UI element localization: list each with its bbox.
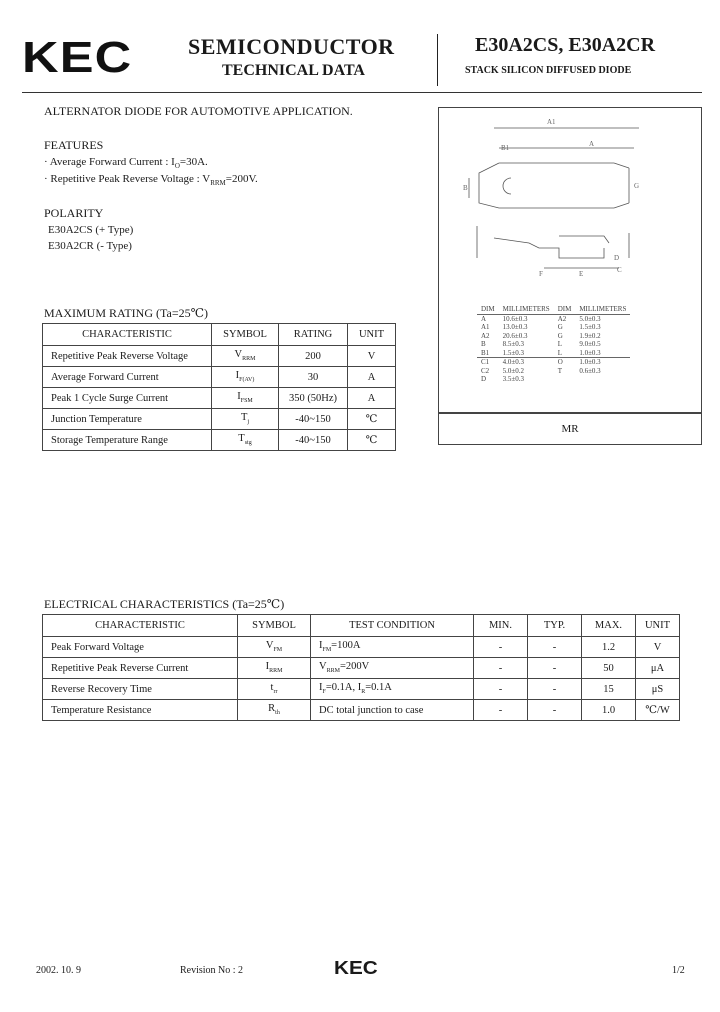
table-row: Repetitive Peak Reverse Voltage $V_{RRM}$ 200 V [43,346,396,367]
table-row: Average Forward Current $I_{F(AV)}$ 30 A [43,367,396,388]
dim-header: DIM [477,305,499,314]
column-header: TEST CONDITION [311,615,474,637]
features-heading: FEATURES [44,138,104,152]
column-header: SYMBOL [238,615,311,637]
polarity-item: E30A2CR (- Type) [48,240,132,252]
table-row: Peak 1 Cycle Surge Current $I_{FSM}$ 350 (50Hz) A [43,388,396,409]
feature-item: · Average Forward Current : $I_O=30A$. [44,156,208,171]
column-header: SYMBOL [212,324,279,346]
svg-text:A1: A1 [547,118,556,126]
footer-kec-logo: KEC [334,958,378,978]
dimension-header-row [477,305,630,314]
table-row: Repetitive Peak Reverse Current $I_{RRM}$ $V_{RRM}=200V$ - - 50 μA [43,658,680,679]
footer-revision: Revision No : 2 [180,965,244,976]
max-rating-title: MAXIMUM RATING (Ta=25℃) [44,306,209,320]
header-rule [22,92,702,93]
kec-logo: KEC [22,33,133,82]
column-header: MAX. [582,615,636,637]
header-divider [437,34,438,86]
table-row: Temperature Resistance $R_{th}$ DC total junction to case - - 1.0 ℃/W [43,700,680,721]
footer-date: 2002. 10. 9 [36,965,81,976]
column-header: RATING [279,324,348,346]
package-name-box: MR [438,413,702,445]
dimension-row: B1 1.5±0.3 L 1.0±0.3 [481,348,601,357]
dimension-row: C1 4.0±0.3 O 1.0±0.3 [477,358,630,367]
dimension-row: C2 5.0±0.2 T 0.6±0.3 [481,366,601,375]
svg-text:F: F [539,270,543,278]
table-row: Storage Temperature Range $T_{stg}$ -40~150 ℃ [43,430,396,451]
svg-text:G: G [634,182,640,190]
svg-text:C: C [617,266,622,274]
column-header: UNIT [348,324,396,346]
dimension-row: A2 20.6±0.3 G 1.9±0.2 [481,331,601,340]
dimension-table [477,305,630,384]
table-row: Junction Temperature $T_j$ -40~150 ℃ [43,409,396,430]
column-header: CHARACTERISTIC [43,615,238,637]
table-row: Peak Forward Voltage $V_{FM}$ $I_{FM}=100A$ - - 1.2 V [43,637,680,658]
table-header-row [43,324,396,346]
column-header: CHARACTERISTIC [43,324,212,346]
dimension-row: A1 13.0±0.3 G 1.5±0.3 [481,323,601,332]
column-header: MIN. [474,615,528,637]
dimension-row: A 10.6±0.3 A2 5.0±0.3 [481,314,601,323]
table-row: Reverse Recovery Time $t_{rr}$ $I_F=0.1A$, $I_R=0.1A$ - - 15 μS [43,679,680,700]
svg-text:D: D [614,254,620,262]
polarity-heading: POLARITY [44,206,104,220]
dimension-row: B 8.5±0.3 L 9.0±0.5 [481,340,601,349]
header-subtitle: TECHNICAL DATA [222,62,365,79]
application-text: ALTERNATOR DIODE FOR AUTOMOTIVE APPLICATION. [44,104,353,118]
feature-item: · Repetitive Peak Reverse Voltage : $V_{RRM}=200V$. [44,173,258,188]
dim-header: DIM [554,305,576,314]
dimension-row: D 3.5±0.3 [481,375,524,384]
dim-header: MILLIMETERS [499,305,554,314]
svg-text:E: E [579,270,584,278]
electrical-table [42,614,680,721]
header-title: SEMICONDUCTOR [188,34,395,59]
footer-page: 1/2 [672,965,685,976]
polarity-item: E30A2CS (+ Type) [48,224,134,236]
column-header: TYP. [528,615,582,637]
electrical-title: ELECTRICAL CHARACTERISTICS (Ta=25℃) [44,597,285,611]
svg-text:B1: B1 [501,144,510,152]
svg-text:A: A [589,140,595,148]
part-description: STACK SILICON DIFFUSED DIODE [465,65,632,76]
max-rating-table [42,323,396,451]
dim-header: MILLIMETERS [575,305,630,314]
part-number: E30A2CS, E30A2CR [475,34,656,56]
svg-text:B: B [463,184,468,192]
column-header: UNIT [636,615,680,637]
table-header-row [43,615,680,637]
